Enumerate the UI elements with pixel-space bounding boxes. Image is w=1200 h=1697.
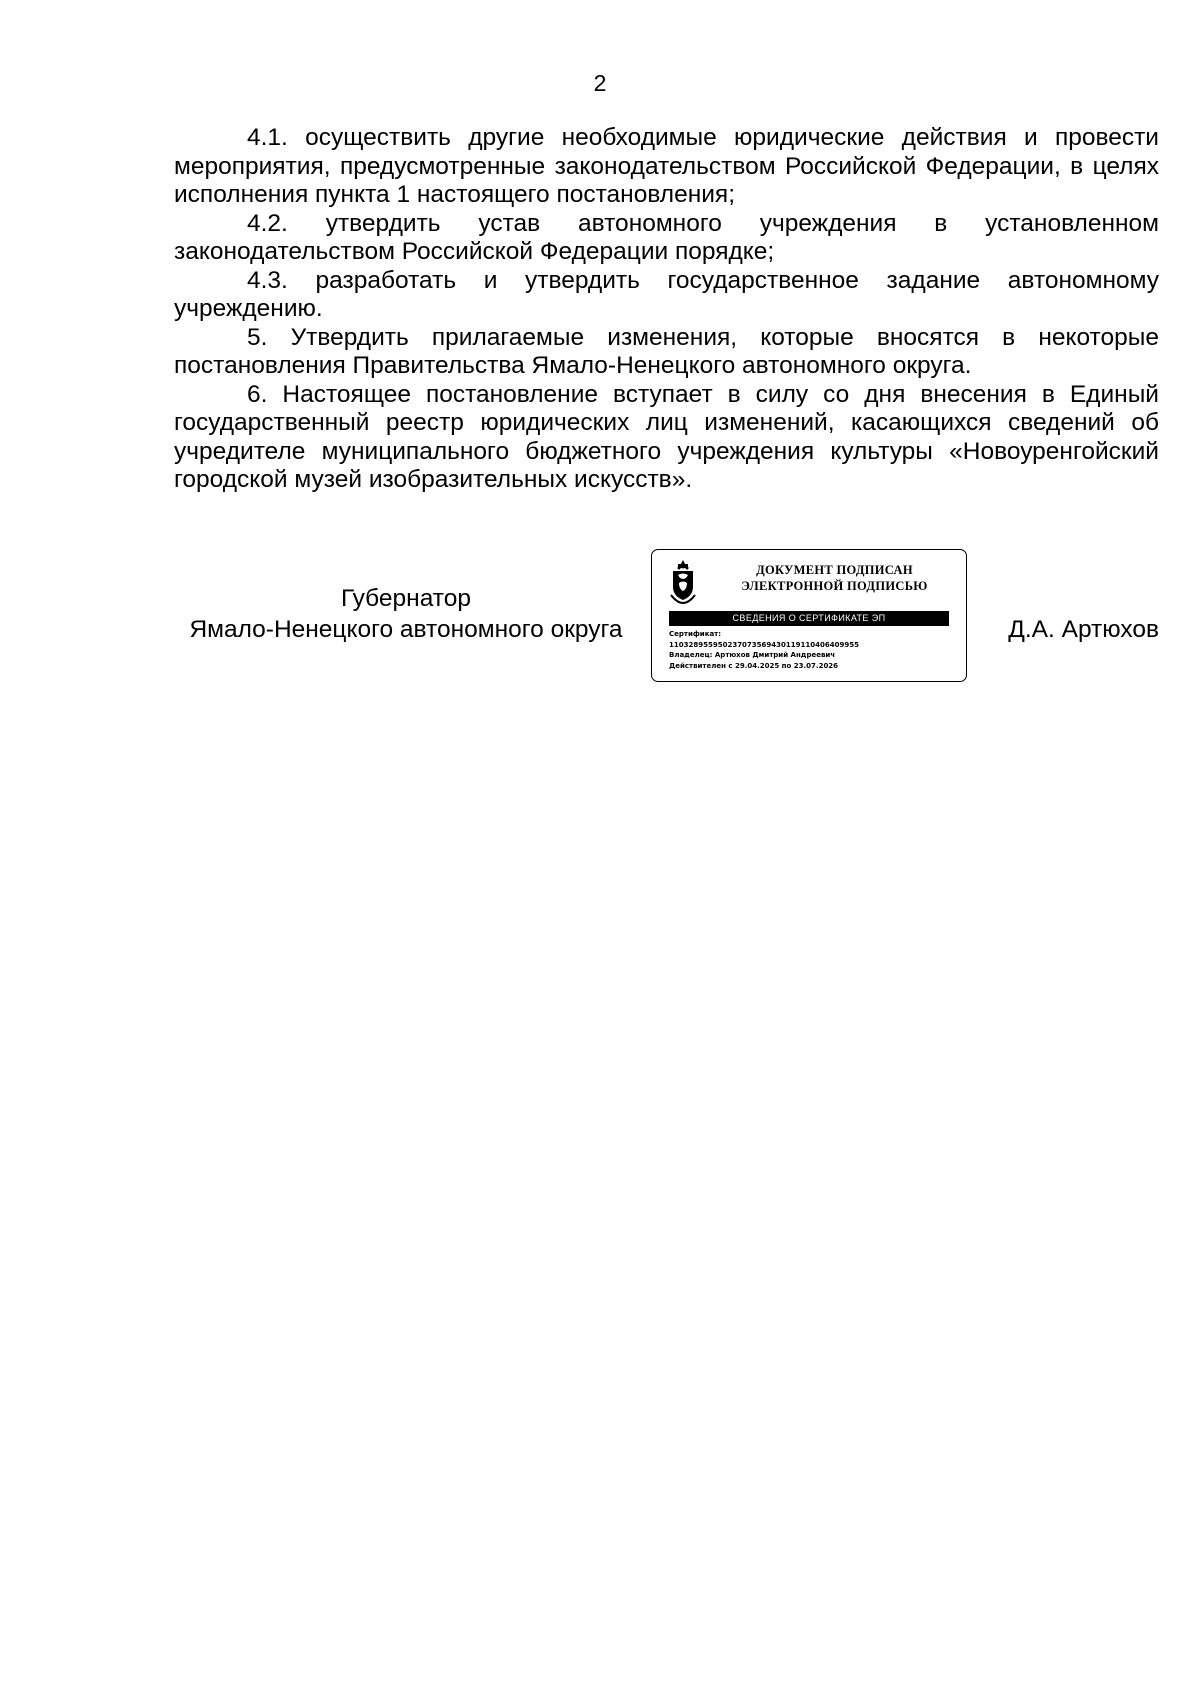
certificate-details: [669, 629, 954, 671]
certificate-info-bar: СВЕДЕНИЯ О СЕРТИФИКАТЕ ЭП: [669, 611, 949, 626]
paragraph-4-3: 4.3. разработать и утвердить государственное задание автономному учреждению.: [174, 266, 1159, 322]
coat-of-arms-icon: [669, 559, 697, 605]
document-body: [174, 124, 1159, 495]
signatory-position-line2: Ямало-Ненецкого автономного округа: [189, 616, 623, 643]
page-number: 2: [593, 70, 607, 96]
stamp-title-line2: ЭЛЕКТРОННОЙ ПОДПИСЬЮ: [741, 579, 928, 593]
signatory-position-line1: Губернатор: [341, 585, 471, 612]
signatory-name: Д.А. Артюхов: [1008, 616, 1159, 643]
paragraph-4-2: 4.2. утвердить устав автономного учреждения в установленном законодательством Российской Федерации порядке;: [174, 209, 1159, 265]
signatory-position: [174, 583, 638, 645]
certificate-validity: Действителен с 29.04.2025 по 23.07.2026: [669, 661, 839, 670]
paragraph-6: 6. Настоящее постановление вступает в силу со дня внесения в Единый государственный реестр юридических лиц изменений, касающихся сведений об учредителе муниципального бюджетного учреждения культуры «Новоуренгойский городской музей изобразительных искусств».: [174, 380, 1159, 493]
stamp-title: [712, 562, 957, 594]
certificate-label: Сертификат:: [669, 630, 722, 638]
electronic-signature-stamp: [651, 549, 967, 682]
stamp-title-line1: ДОКУМЕНТ ПОДПИСАН: [756, 563, 913, 577]
certificate-owner: Владелец: Артюхов Дмитрий Андреевич: [669, 651, 836, 659]
paragraph-5: 5. Утвердить прилагаемые изменения, которые вносятся в некоторые постановления Правительства Ямало-Ненецкого автономного округа.: [174, 323, 1159, 379]
paragraph-4-1: 4.1. осуществить другие необходимые юридические действия и провести мероприятия, предусмотренные законодательством Российской Федерации, в целях исполнения пункта 1 настоящего постановления;: [174, 124, 1159, 208]
certificate-number: 110328955950237073569430119110406409955: [669, 640, 859, 649]
